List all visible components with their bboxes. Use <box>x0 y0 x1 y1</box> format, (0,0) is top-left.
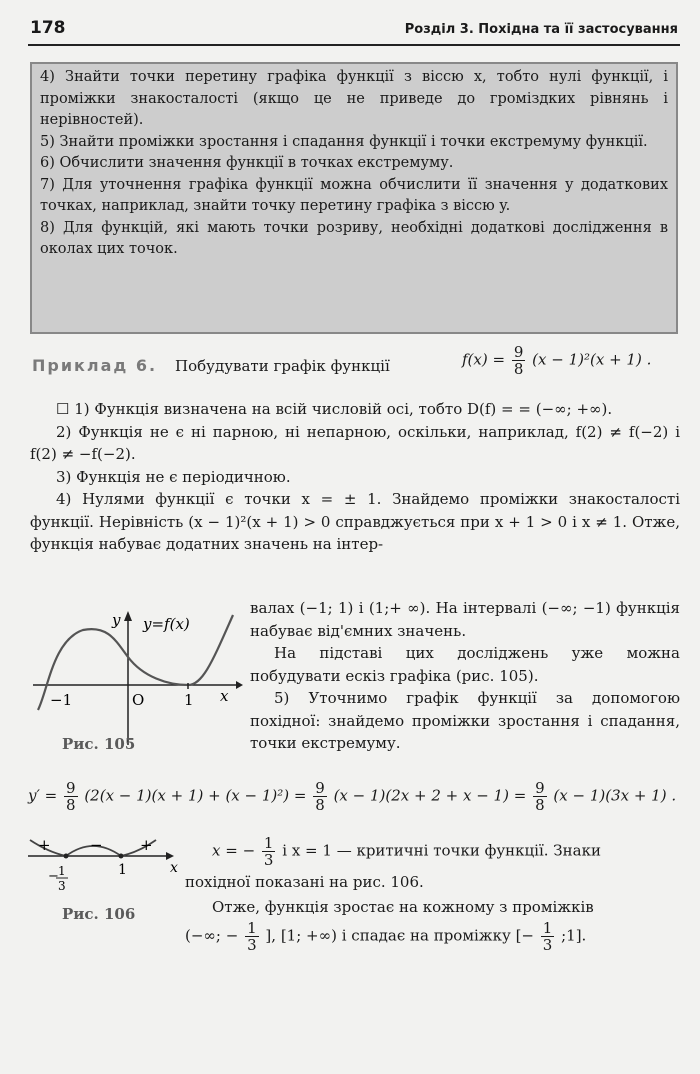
frac-num: 9 <box>513 343 524 361</box>
tick-neg1: −1 <box>50 691 73 709</box>
example-text: Побудувати графік функції <box>175 357 390 375</box>
y-axis-label: y <box>112 611 121 629</box>
formula-rhs: (x − 1)²(x + 1) . <box>532 350 652 369</box>
fig106-tick-1: 1 <box>118 862 127 878</box>
crit-den: 3 <box>263 851 274 869</box>
box-item-6: 6) Обчислити значення функції в точках екстремуму. <box>40 155 454 171</box>
crit-num: 1 <box>263 834 274 852</box>
fig105-caption: Рис. 105 <box>62 735 136 753</box>
solution-p3: 3) Функція не є періодичною. <box>56 467 291 486</box>
figure-105 <box>28 605 243 755</box>
int1-open: (−∞; − <box>185 926 239 945</box>
chapter-title: Розділ 3. Похідна та її застосування <box>404 22 678 37</box>
int1-den: 3 <box>247 936 257 954</box>
d-num-2: 9 <box>315 779 325 797</box>
frac-den: 8 <box>513 360 524 378</box>
d-den-1: 8 <box>66 796 76 814</box>
box-item-8: 8) Для функцій, які мають точки розриву, необхідні додаткові дослідження в околах цих точок. <box>40 219 668 257</box>
d-den-2: 8 <box>315 796 325 814</box>
solution-p4: 4) Нулями функції є точки x = ± 1. Знайдемо проміжки знакосталості функції. Нерівність (x − 1)²(x + 1) > 0 справджується при x + 1 > 0 і x ≠ 1. Отже, функція набуває додатних значень на інтер- <box>30 490 680 553</box>
d-num-3: 9 <box>535 779 545 797</box>
sign-plus-left: + <box>38 836 51 854</box>
box-item-4: 4) Знайти точки перетину графіка функції з віссю x, тобто нулі функції, і проміжки знакосталості (якщо це не приведе до громіздких рівнянь і нерівностей). <box>40 69 668 128</box>
example-formula <box>462 344 651 377</box>
int3-close: ;1]. <box>561 926 587 945</box>
point-one <box>119 854 124 859</box>
derivative-frac-1 <box>64 780 78 813</box>
box-item-7: 7) Для уточнення графіка функції можна обчислити її значення у додаткових точках, наприклад, знайти точку перетину графіка з віссю y. <box>40 176 668 214</box>
derivative-part2: (x − 1)(2x + 2 + x − 1) = <box>333 786 527 805</box>
d-num-1: 9 <box>66 779 76 797</box>
page-number: 178 <box>30 18 66 38</box>
x-axis-label: x <box>220 687 229 705</box>
example-label: Приклад 6. <box>32 356 158 375</box>
figure-106 <box>28 832 178 902</box>
solution-p4b: валах (−1; 1) і (1;+ ∞). На інтервалі (−∞; −1) функція набуває від'ємних значень. <box>250 599 680 640</box>
solution-p1: ☐ 1) Функція визначена на всій числовій осі, тобто D(f) = = (−∞; +∞). <box>56 400 613 418</box>
sign-axis-arrow <box>166 852 174 860</box>
crit-rhs: і x = 1 — критичні точки функції. Знаки <box>282 841 601 860</box>
solution-body <box>30 398 680 556</box>
solution-p6: 5) Уточнимо графік функції за допомогою похідної: знайдемо проміжки зростання і спадання, точки екстремуму. <box>250 689 680 752</box>
int3-num: 1 <box>542 919 553 937</box>
fig106-caption: Рис. 106 <box>62 905 136 923</box>
critical-line2: похідної показані на рис. 106. <box>185 873 424 891</box>
fig106-tick-minus: − <box>48 869 59 884</box>
solution-side-text <box>250 597 680 755</box>
d-den-3: 8 <box>535 796 545 814</box>
y-axis-arrow <box>124 611 132 621</box>
int1-close: ], <box>265 926 277 945</box>
int3-open: [− <box>515 926 534 945</box>
point-neg-third <box>64 854 69 859</box>
formula-fraction <box>512 344 526 377</box>
intervals-line <box>185 920 586 953</box>
tick-1: 1 <box>184 691 194 709</box>
fig106-tick-den: 3 <box>58 879 66 893</box>
solution-p5: На підставі цих досліджень уже можна побудувати ескіз графіка (рис. 105). <box>250 644 680 685</box>
int1-num: 1 <box>247 919 257 937</box>
int1-frac <box>245 920 259 953</box>
x-axis-arrow <box>236 681 243 689</box>
int2: [1; +∞) і спадає на проміжку <box>280 926 511 945</box>
solution-p2: 2) Функція не є ні парною, ні непарною, оскільки, наприклад, f(2) ≠ f(−2) і f(2) ≠ −f(−2). <box>30 422 680 463</box>
int3-den: 3 <box>542 936 553 954</box>
int3-frac <box>541 920 555 953</box>
formula-lhs: f(x) = <box>462 350 506 369</box>
sign-plus-right: + <box>140 836 153 854</box>
crit-lhs: x = − <box>212 841 256 860</box>
origin-label: O <box>132 691 145 709</box>
derivative-frac-3 <box>533 780 547 813</box>
derivative-part1: (2(x − 1)(x + 1) + (x − 1)²) = <box>84 786 307 805</box>
algorithm-box <box>30 62 678 334</box>
header-rule <box>28 44 680 46</box>
function-label: y=f(x) <box>143 615 190 633</box>
derivative-part3: (x − 1)(3x + 1) . <box>553 786 677 805</box>
critical-line3: Отже, функція зростає на кожному з проміжків <box>212 898 594 916</box>
critical-points-line <box>212 835 601 868</box>
derivative-frac-2 <box>313 780 327 813</box>
sign-minus: − <box>90 836 103 854</box>
fig106-tick-num: 1 <box>58 864 66 878</box>
crit-frac <box>262 835 276 868</box>
derivative-lhs: y′ = <box>28 786 58 805</box>
fig106-x-label: x <box>170 860 178 876</box>
derivative-formula <box>28 780 676 813</box>
box-item-5: 5) Знайти проміжки зростання і спадання функції і точки екстремуму функції. <box>40 133 648 150</box>
